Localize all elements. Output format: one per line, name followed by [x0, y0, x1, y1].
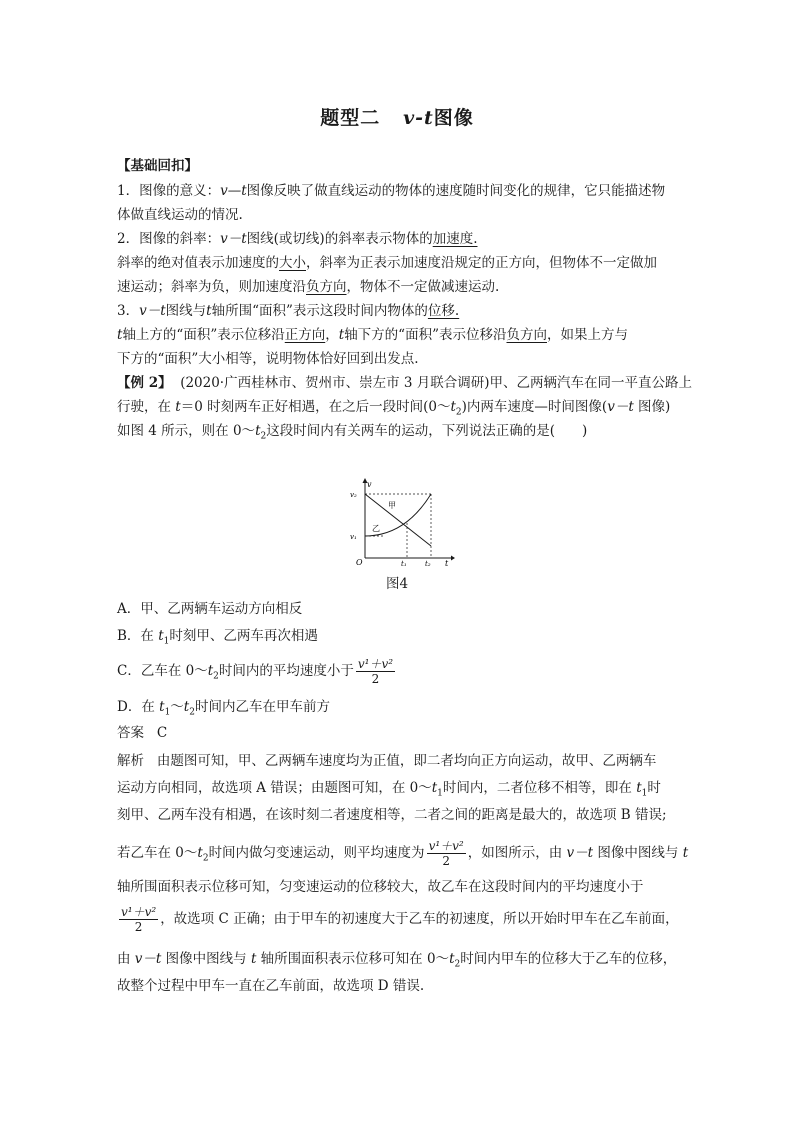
p1-line1 — [117, 182, 665, 200]
underlined-text: 负方向 — [306, 279, 347, 295]
text: 2 — [371, 672, 380, 686]
text: 由 — [117, 951, 135, 967]
text: t — [117, 327, 123, 343]
text: B．在 — [117, 628, 159, 644]
option-d: D．在 $t_1\sim t_2$时间内乙车在甲车前方 — [117, 699, 330, 718]
text: ， — [325, 327, 339, 343]
text: t — [255, 423, 261, 439]
text: t — [338, 327, 345, 343]
p2-line2 — [117, 254, 657, 272]
text: 轴下方的“面积”表示位移沿 — [344, 327, 507, 343]
title-suffix: 图像 — [433, 107, 474, 129]
vt-graph-figure — [345, 478, 455, 566]
example-line3: 如图 4 所示，则在 $0\sim t_2$这段时间内有关两车的运动，下列说法正确的是( ) — [117, 423, 588, 442]
label-jia: 甲 — [388, 501, 396, 510]
option-c: C．乙车在 $0\sim t_2$时间内的平均速度小于 $\frac{\text{v¹＋v²}}{2}$ — [117, 657, 394, 686]
text: t — [431, 780, 438, 796]
page-title — [0, 103, 794, 130]
title-variable: v-t — [403, 107, 434, 129]
p3-line1 — [117, 302, 459, 320]
p3-line2 — [117, 326, 628, 344]
text: D．在 — [117, 699, 160, 715]
t-axis-arrow — [451, 556, 455, 561]
analysis-line5: 轴所围面积表示位移可知，匀变速运动的位移较大，故乙车在这段时间内的平均速度小于 — [117, 879, 644, 895]
underlined-text: 位移. — [427, 303, 460, 319]
text: 2 — [442, 854, 450, 868]
option-b: B．在 $t_1$时刻甲、乙两车再次相遇 — [117, 628, 318, 647]
text: v—t — [220, 183, 247, 199]
fraction-c — [356, 657, 395, 686]
text: 速运动；斜率为负，则加速度沿 — [117, 279, 306, 295]
text: ＝0 时刻两车正好相遇，在之后一段时间(0～ — [180, 399, 451, 415]
text: 这段时间内有关两车的运动，下列说法正确的是( ) — [266, 423, 588, 439]
text: 图像中图线与 — [593, 845, 683, 861]
text: t — [636, 780, 642, 796]
analysis-line3: 刻甲、乙两车没有相遇，在该时刻二者速度相等，二者之间的距离是最大的，故选项 B 错误; — [117, 807, 667, 823]
text: 时间内做匀变速运动，则平均速度为 — [208, 845, 425, 861]
analysis-line8: 故整个过程中甲车一直在乙车前面，故选项 D 错误. — [117, 978, 425, 994]
text: 时间内，二者位移不相等，即在 — [442, 780, 637, 796]
text: v¹＋v² — [428, 839, 464, 853]
text: 行驶，在 — [117, 399, 176, 415]
answer-line — [117, 724, 167, 742]
label-t2: t₂ — [425, 560, 431, 566]
text: v－t — [220, 231, 247, 247]
text: t — [682, 845, 689, 861]
label-t1: t₁ — [401, 560, 407, 566]
text: 时间内乙车在甲车前方 — [194, 699, 330, 715]
text: 由题图可知，甲、乙两辆车速度均为正值，即二者均向正方向运动，故甲、乙两辆车 — [156, 753, 657, 769]
jia-line — [365, 494, 431, 546]
text: 时 — [647, 780, 661, 796]
example-label: 【例 2】 — [117, 375, 172, 391]
fraction-l4 — [427, 839, 466, 868]
text: 1．图像的意义： — [117, 183, 221, 199]
text: t — [158, 628, 164, 644]
figure-caption: 图4 — [385, 576, 409, 592]
text: 图像中图线与 — [161, 951, 251, 967]
text: ，物体不一定做减速运动. — [346, 279, 500, 295]
section-label: 【基础回扣】 — [117, 158, 198, 174]
text: 2 — [134, 920, 143, 934]
text: ，如果上方与 — [547, 327, 628, 343]
text: t — [450, 399, 456, 415]
text: 图线与 — [165, 303, 207, 319]
underlined-text: 加速度. — [432, 231, 478, 247]
text: 2．图像的斜率： — [117, 231, 221, 247]
text: t — [183, 699, 190, 715]
option-a: A．甲、乙两辆车运动方向相反 — [117, 601, 303, 617]
text: 如图 4 所示，则在 0～ — [117, 423, 256, 439]
text: t — [250, 951, 257, 967]
analysis-line2: 运动方向相同，故选项 A 错误；由题图可知，在 $0\sim t_1$时间内，二者位移不相等，即在 $t_1$时 — [117, 780, 661, 799]
text: t — [207, 663, 214, 679]
text: ，故选项 C 正确；由于甲车的初速度大于乙车的初速度，所以开始时甲车在乙车前面， — [160, 911, 679, 927]
text: 图线(或切线)的斜率表示物体的 — [246, 231, 433, 247]
underlined-text: 负方向 — [506, 327, 547, 343]
text: t — [449, 951, 455, 967]
label-v2: v₂ — [350, 491, 357, 499]
text: t — [159, 699, 165, 715]
text: v¹＋v² — [121, 905, 157, 919]
text: v－t — [607, 399, 634, 415]
underlined-text: 大小 — [279, 255, 306, 271]
text: 时刻甲、乙两车再次相遇 — [169, 628, 318, 644]
text: 图像) — [633, 399, 671, 415]
analysis-line1 — [117, 752, 656, 770]
text: C．乙车在 0～ — [117, 663, 208, 679]
text: 轴上方的“面积”表示位移沿 — [122, 327, 285, 343]
text: (2020·广西桂林市、贺州市、崇左市 3 月联合调研)甲、乙两辆汽车在同一平直公路上 — [180, 375, 693, 391]
text: t — [197, 845, 203, 861]
text: 轴所围“面积”表示这段时间内物体的 — [211, 303, 428, 319]
label-t: t — [445, 559, 449, 566]
fraction-l6 — [119, 905, 158, 934]
example-line1 — [117, 374, 692, 392]
text: 若乙车在 0～ — [117, 845, 198, 861]
text: )内两车速度—时间图像( — [461, 399, 608, 415]
text: v¹＋v² — [357, 657, 394, 671]
analysis-line6 — [117, 904, 679, 934]
analysis-line7: 由 v－t 图像中图线与 t 轴所围面积表示位移可知在 $0\sim t_2$时间内甲车的位移大于乙车的位移， — [117, 951, 677, 970]
text: v－t — [134, 951, 162, 967]
p1-line2: 体做直线运动的情况. — [117, 207, 243, 223]
text: ，斜率为正表示加速度沿规定的正方向，但物体不一定做加 — [306, 255, 657, 271]
text: 时间内的平均速度小于 — [218, 663, 354, 679]
text: ～ — [170, 699, 184, 715]
example-line2: 行驶，在 t＝0 时刻两车正好相遇，在之后一段时间$(0\sim t_2)$内两车速度—时间图像(v－t 图像) — [117, 399, 671, 418]
text: v－t — [139, 303, 166, 319]
underlined-text: 正方向 — [284, 327, 326, 343]
label-yi: 乙 — [372, 524, 380, 533]
label-origin: O — [356, 558, 363, 566]
text: t — [175, 399, 181, 415]
text: ，如图所示，由 — [467, 845, 567, 861]
text: 斜率的绝对值表示加速度的 — [117, 255, 279, 271]
label-v: v — [367, 480, 372, 489]
title-prefix: 题型二 — [320, 107, 381, 129]
analysis-line4: 若乙车在 $0\sim t_2$时间内做匀变速运动，则平均速度为 $\frac{\text{v¹＋v²}}{2}$ ，如图所示，由 v－t 图像中图线与 t — [117, 839, 689, 868]
text: 图像反映了做直线运动的物体的速度随时间变化的规律，它只能描述物 — [246, 183, 666, 199]
text: 3． — [117, 303, 140, 319]
answer-label: 答案 — [117, 725, 144, 741]
text: t — [206, 303, 212, 319]
text: v－t — [566, 845, 594, 861]
text: 时间内甲车的位移大于乙车的位移， — [460, 951, 677, 967]
text: 运动方向相同，故选项 A 错误；由题图可知，在 0～ — [117, 780, 432, 796]
p3-line3: 下方的“面积”大小相等，说明物体恰好回到出发点. — [117, 351, 419, 367]
p2-line1 — [117, 230, 478, 248]
analysis-label: 解析 — [117, 753, 144, 769]
p2-line3 — [117, 278, 499, 296]
answer-value: C — [156, 725, 168, 741]
text: 轴所围面积表示位移可知在 0～ — [256, 951, 450, 967]
label-v1: v₁ — [350, 533, 357, 541]
